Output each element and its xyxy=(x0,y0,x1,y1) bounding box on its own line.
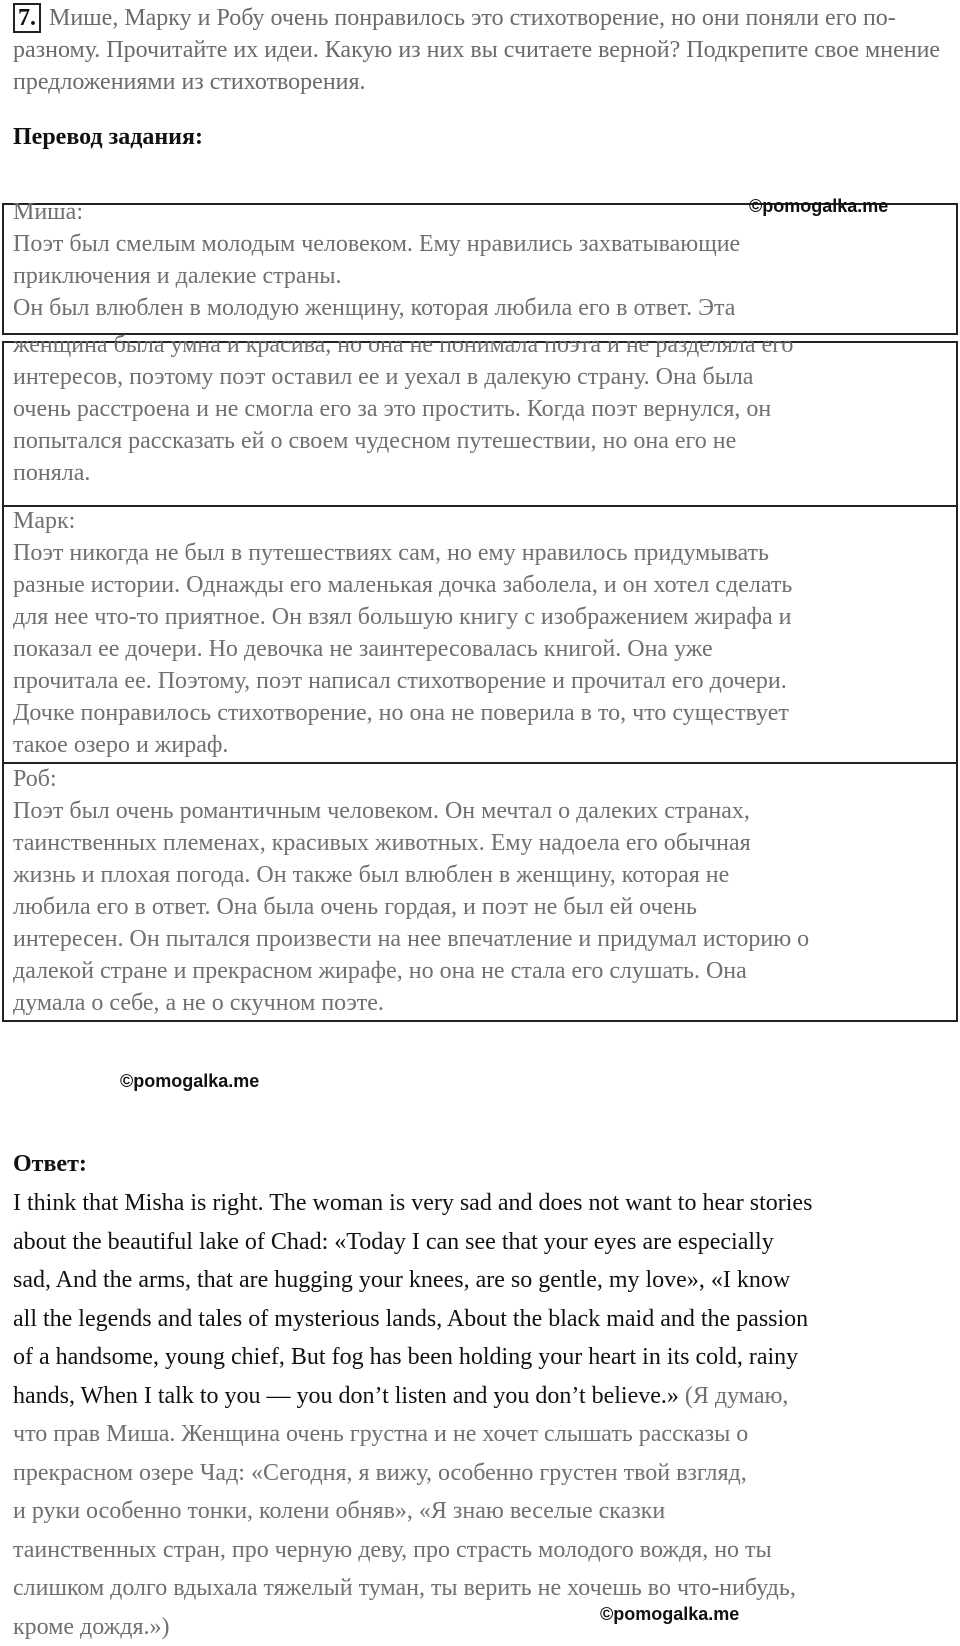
answer-ru-line: прекрасном озере Чад: «Сегодня, я вижу, особенно грустен твой взгляд, xyxy=(13,1459,747,1486)
rob-line: любила его в ответ. Она была очень гордая, и поэт не был ей очень xyxy=(13,894,697,920)
answer-line: sad, And the arms, that are hugging your knees, are so gentle, my love», «I know xyxy=(13,1267,791,1293)
rob-line: интересен. Он пытался произвести на нее впечатление и придумал историю о xyxy=(13,926,810,952)
answer-ru-line: таинственных стран, про черную деву, про страсть молодого вождя, но ты xyxy=(13,1536,772,1563)
task-statement xyxy=(13,2,943,98)
answer-ru-line: что прав Миша. Женщина очень грустна и не хочет слышать рассказы о xyxy=(13,1421,749,1447)
mark-line: для нее что-то приятное. Он взял большую книгу с изображением жирафа и xyxy=(13,604,792,630)
mark-line: такое озеро и жираф. xyxy=(13,732,229,758)
mark-line: разные истории. Однажды его маленькая дочка заболела, и он хотел сделать xyxy=(13,572,793,598)
rob-line: Поэт был очень романтичным человеком. Он мечтал о далеких странах, xyxy=(13,798,750,824)
mark-block xyxy=(13,505,943,761)
answer-line: I think that Misha is right. The woman is very sad and does not want to hear stories xyxy=(13,1190,813,1216)
answer-line: about the beautiful lake of Chad: «Today I can see that your eyes are especially xyxy=(13,1228,774,1255)
watermark-middle: ©pomogalka.me xyxy=(120,1071,260,1091)
translation-heading: Перевод задания: xyxy=(13,124,203,150)
rob-line: жизнь и плохая погода. Он также был влюблен в женщину, которая не xyxy=(13,862,730,888)
mark-line: Поэт никогда не был в путешествиях сам, но ему нравилось придумывать xyxy=(13,540,769,566)
rob-block xyxy=(13,763,943,1019)
mark-line: Дочке понравилось стихотворение, но она не поверила в то, что существует xyxy=(13,700,789,726)
task-number: 7. xyxy=(13,3,41,33)
misha-line: очень расстроена и не смогла его за это простить. Когда поэт вернулся, он xyxy=(13,396,772,422)
misha-line: поняла. xyxy=(13,460,91,486)
answer-ru-line: слишком долго вдыхала тяжелый туман, ты верить не хочешь во что-нибудь, xyxy=(13,1575,796,1601)
answer-line: all the legends and tales of mysterious lands, About the black maid and the passion xyxy=(13,1305,809,1332)
answer-ru-line: кроме дождя.») xyxy=(13,1613,170,1640)
misha-block-start xyxy=(13,196,943,324)
rob-line: думала о себе, а не о скучном поэте. xyxy=(13,990,384,1016)
watermark-bottom: ©pomogalka.me xyxy=(600,1604,740,1624)
misha-line: Он был влюблен в молодую женщину, которая любила его в ответ. Эта xyxy=(13,295,736,321)
misha-line: приключения и далекие страны. xyxy=(13,263,342,289)
answer-ru-line: и руки особенно тонки, колени обняв», «Я знаю веселые сказки xyxy=(13,1498,666,1524)
rob-line: далекой стране и прекрасном жирафе, но она не стала его слушать. Она xyxy=(13,958,747,984)
rob-name: Роб: xyxy=(13,766,57,792)
mark-line: прочитала ее. Поэтому, поэт написал стихотворение и прочитал его дочери. xyxy=(13,668,787,694)
misha-line: женщина была умна и красива, но она не понимала поэта и не разделяла его xyxy=(13,332,794,358)
answer-ru-start: (Я думаю, xyxy=(684,1382,789,1409)
watermark-top: ©pomogalka.me xyxy=(749,196,889,216)
answer-line: hands, When I talk to you — you don’t listen and you don’t believe.» xyxy=(13,1382,679,1409)
misha-name: Миша: xyxy=(13,199,83,225)
answer-line: of a handsome, young chief, But fog has been holding your heart in its cold, rainy xyxy=(13,1344,799,1370)
misha-line: интересов, поэтому поэт оставил ее и уехал в далекую страну. Она была xyxy=(13,364,754,390)
misha-block-end xyxy=(13,329,943,489)
task-text: Мише, Марку и Робу очень понравилось это стихотворение, но они поняли его по-разному. Прочитайте их идеи. Какую из них вы считаете верной? Подкрепите свое мнение предложениями из стихотворения. xyxy=(13,5,941,95)
answer-heading: Ответ: xyxy=(13,1151,87,1177)
mark-name: Марк: xyxy=(13,508,76,534)
answer-text xyxy=(13,1184,948,1646)
misha-line: попытался рассказать ей о своем чудесном путешествии, но она его не xyxy=(13,428,737,454)
mark-line: показал ее дочери. Но девочка не заинтересовалась книгой. Она уже xyxy=(13,636,713,662)
misha-line: Поэт был смелым молодым человеком. Ему нравились захватывающие xyxy=(13,231,741,257)
rob-line: таинственных племенах, красивых животных. Ему надоела его обычная xyxy=(13,830,751,856)
